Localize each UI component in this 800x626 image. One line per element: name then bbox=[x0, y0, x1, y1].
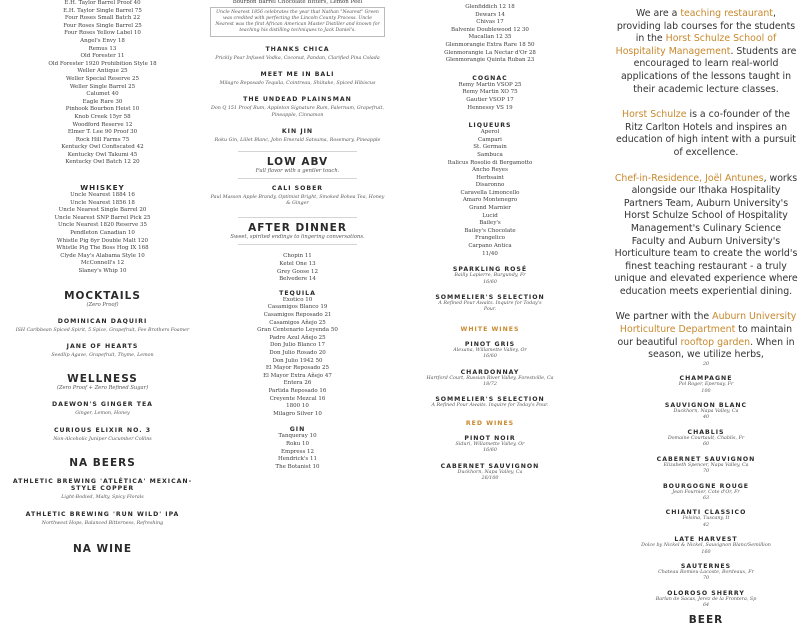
list-item: E.H. Taylor Barrel Proof 40 bbox=[64, 0, 141, 6]
wine-name: OLOROSO SHERRY bbox=[667, 589, 745, 597]
list-item: Kentucky Owl Takumi 45 bbox=[67, 151, 138, 158]
list-item: Uncle Nearest 1856 18 bbox=[70, 199, 135, 206]
whiskey-heading: WHISKEY bbox=[80, 183, 125, 193]
wellness-heading: WELLNESS bbox=[67, 373, 138, 386]
list-item: Uncle Nearest 1820 Reserve 35 bbox=[58, 222, 147, 229]
gin-heading: GIN bbox=[289, 426, 306, 434]
list-item: Macallan 12 35 bbox=[468, 34, 512, 41]
wine-price: 26/100 bbox=[481, 476, 499, 482]
list-item: Lucid bbox=[482, 212, 498, 219]
list-item: Eagle Rare 30 bbox=[82, 98, 123, 105]
sommelier-selection-name: SOMMELIER'S SELECTION bbox=[435, 294, 545, 302]
list-item: Italicus Rosolio di Bergamotto bbox=[447, 159, 533, 166]
horst-schulze-highlight: Horst Schulze bbox=[622, 109, 687, 121]
list-item: Remy Martin VSOP 25 bbox=[458, 81, 522, 88]
list-item: 1800 10 bbox=[286, 403, 309, 410]
cali-sober-desc: Paul Masson Apple Brandy, Optimist Bright, Smoked Bohea Tea, Honey & Ginger bbox=[210, 194, 385, 207]
list-item: Whistle Pig The Boss Hog IX 168 bbox=[56, 245, 149, 252]
list-item: El Mayor Extra Añejo 47 bbox=[263, 372, 332, 379]
wine-name: CHARDONNAY bbox=[460, 368, 520, 376]
wine-price: 70 bbox=[702, 576, 710, 582]
wine-desc: Alexana, Willamette Valley, Or bbox=[453, 347, 527, 353]
menu-column-4 bbox=[612, 0, 800, 626]
wine-price: 63 bbox=[702, 495, 710, 501]
list-item: Don Julio Rosado 20 bbox=[269, 349, 326, 356]
wine-desc: Felsina, Tuscany, It bbox=[682, 516, 730, 522]
drink-desc: Non-Alcoholic Juniper Cucumber Collins bbox=[53, 436, 152, 442]
wine-price: 16/60 bbox=[483, 448, 497, 454]
drink-desc: Roku Gin, Lillet Blanc, John Emerald Satsuma, Rosemary, Pineapple bbox=[214, 138, 381, 144]
list-item: Uncle Nearest SNP Barrel Pick 25 bbox=[54, 214, 151, 221]
white-wine-list bbox=[400, 341, 580, 410]
wine-desc: Barlan de Sacas, Jerez de la Frontera, Sp bbox=[655, 596, 757, 602]
wine-name: PINOT GRIS bbox=[464, 340, 516, 348]
wellness-list bbox=[0, 401, 205, 443]
list-item: Remy Martin XO 75 bbox=[462, 89, 518, 96]
liqueur-price: 11/40 bbox=[482, 250, 498, 257]
wine-price: 60 bbox=[702, 442, 710, 448]
list-item: Aperol bbox=[480, 129, 500, 136]
list-item: Carpano Antica bbox=[468, 243, 512, 250]
drink-desc: Milagro Reposado Tequila, Cointreau, Shiitake, Spiced Hibiscus bbox=[219, 81, 376, 86]
divider bbox=[238, 244, 357, 245]
whiskey-list bbox=[0, 192, 205, 276]
after-dinner-sub: Sweet, spirited endings to lingering conversations. bbox=[230, 234, 365, 241]
list-item: McConnell's 12 bbox=[80, 260, 125, 267]
list-item: Whistle Pig 6yr Double Malt 120 bbox=[56, 237, 149, 244]
list-item: Casamigos Blanco 19 bbox=[267, 304, 328, 311]
menu-column-3 bbox=[400, 0, 580, 600]
list-item: Kentucky Owl Batch 12 20 bbox=[65, 159, 140, 166]
list-item: Don Julio Blanco 17 bbox=[269, 342, 326, 349]
list-item: Pendleton Canadian 10 bbox=[70, 230, 135, 237]
drink-desc: Seedlip Agave, Grapefruit, Thyme, Lemon bbox=[51, 353, 154, 358]
list-item: Remus 13 bbox=[88, 45, 117, 52]
teaching-restaurant-highlight: teaching restaurant bbox=[680, 8, 773, 19]
list-item: Weller Single Barrel 25 bbox=[69, 83, 136, 90]
cali-sober-name: CALI SOBER bbox=[271, 184, 324, 192]
tequila-heading: TEQUILA bbox=[279, 289, 316, 297]
bourbon-list bbox=[0, 0, 205, 167]
about-paragraph-2: Horst Schulze is a co-founder of the Ritz Carlton Hotels and inspires an education of high intent with a pursuit of excellence. bbox=[616, 109, 796, 158]
list-item: Ketel One 13 bbox=[279, 261, 316, 268]
sparkling-rose-price: 16/60 bbox=[483, 279, 497, 285]
wine-price: 20 bbox=[702, 361, 710, 367]
list-item: Knob Creek 15yr 58 bbox=[74, 113, 131, 120]
wine-name: SAUVIGNON BLANC bbox=[664, 402, 748, 410]
drink-name: ATHLETIC BREWING 'RUN WILD' IPA bbox=[25, 510, 180, 518]
wine-desc: Siduri, Willamette Valley, Or bbox=[455, 441, 525, 447]
list-item: Bailey's Chocolate bbox=[464, 227, 516, 234]
red-wine-list bbox=[400, 435, 580, 483]
wine-desc: Duckhorn, Napa Valley, Ca bbox=[457, 469, 523, 475]
drink-name: THANKS CHICA bbox=[265, 45, 330, 53]
drink-name: DOMINICAN DAQUIRI bbox=[57, 317, 148, 325]
list-item: Disaronno bbox=[475, 182, 505, 189]
about-text bbox=[612, 0, 800, 362]
drink-name: DAEWON'S GINGER TEA bbox=[52, 401, 153, 409]
list-item: Amaro Montenegro bbox=[462, 197, 518, 204]
list-item: Belvedere 14 bbox=[279, 276, 316, 283]
red-wines-heading: RED WINES bbox=[465, 419, 515, 427]
list-item: Herbsaint bbox=[476, 174, 504, 181]
drink-desc: Northwest Hops, Balanced Bitterness, Refreshing bbox=[41, 520, 164, 526]
horticulture-highlight: Auburn University Horticulture Department bbox=[619, 311, 797, 336]
wine-price: 42 bbox=[702, 522, 710, 528]
drink-desc: Prickly Pear Infused Vodka, Coconut, Pandan, Clarified Pina Colada bbox=[215, 55, 380, 61]
na-beers-heading: NA BEERS bbox=[69, 457, 136, 470]
list-item: Ancho Reyes bbox=[472, 167, 508, 174]
wine-name: SAUTERNES bbox=[680, 562, 732, 570]
list-item: Old Forester 11 bbox=[80, 53, 125, 60]
wine-desc: Chateau Romieu-Lacoste, Bordeaux, Fr bbox=[658, 569, 754, 575]
about-paragraph-1: We are a teaching restaurant, providing lab courses for the students in the Horst Schulze School of Hospitality Management. Students are encouraged to learn real-world applications of the lessons taught in their academic lecture classes. bbox=[615, 8, 797, 95]
list-item: Kentucky Owl Confiscated 42 bbox=[61, 144, 144, 151]
mocktail-list bbox=[0, 318, 205, 360]
wine-desc: Dolce by Nickel & Nickel, Sauvignon Blanc/Semillion bbox=[641, 543, 771, 549]
uncle-nearest-story: Uncle Nearest 1856 celebrates the year that Nathan "Nearest" Green was credited with perfecting the Lincoln County Process. Uncle Nearest was the first African American Master Distiller and known for teaching his distilling techniques to Jack Daniel's. bbox=[210, 7, 385, 37]
list-item: The Botanist 10 bbox=[275, 463, 320, 470]
wellness-note: (Zero Proof + Zero Refined Sugar) bbox=[56, 385, 149, 392]
school-name-highlight: Horst Schulze School of Hospitality Management bbox=[615, 33, 777, 57]
list-item: Angel's Envy 18 bbox=[80, 37, 125, 44]
wine-desc: A Refined Pour Awaits. Inquire for Today's Pour. bbox=[431, 403, 549, 409]
wine-name: LATE HARVEST bbox=[674, 536, 738, 544]
wine-desc: Domaine Courtault, Chablis, Fr bbox=[667, 435, 745, 441]
drink-desc: Don Q 151 Proof Rum, Appleton Signature Rum, Falernum, Grapefruit, Pineapple, Cinnamon bbox=[211, 106, 384, 118]
list-item: Elmer T. Lee 90 Proof 30 bbox=[67, 129, 138, 136]
box-top-item: Bourbon Barrel Chocolate Bitters, Lemon Peel bbox=[232, 0, 363, 5]
wine-price: 40 bbox=[702, 415, 710, 421]
list-item: Entera 26 bbox=[283, 380, 312, 387]
list-item: Hendrick's 11 bbox=[278, 456, 317, 463]
wine-price: 100 bbox=[701, 388, 711, 394]
list-item: E.H. Taylor Single Barrel 75 bbox=[63, 7, 142, 14]
vodka-list bbox=[210, 253, 385, 283]
drink-name: CURIOUS ELIXIR NO. 3 bbox=[53, 426, 152, 434]
list-item: Frangelico bbox=[475, 235, 505, 242]
after-dinner-heading: AFTER DINNER bbox=[248, 222, 347, 235]
gin-list bbox=[210, 433, 385, 471]
wine-price: 64 bbox=[702, 603, 710, 609]
about-paragraph-3: Chef-in-Residence, Joël Antunes, works alongside our Ithaka Hospitality Partners Team, Auburn University's Horst Schulze School of Hospitality Management's Culinary Science Faculty and Auburn University's Horticulture team to create the world's finest teaching restaurant - a truly unique and elevated experience where education meets experiential dining. bbox=[614, 172, 798, 297]
list-item: Old Forester 1920 Prohibition Style 18 bbox=[48, 60, 157, 67]
list-item: Pinhook Bourbon Heist 10 bbox=[65, 106, 140, 113]
white-wines-heading: WHITE WINES bbox=[460, 325, 520, 333]
wine-price: 70 bbox=[702, 469, 710, 475]
list-item: Exotico 10 bbox=[282, 296, 313, 303]
wine-desc: Duckhorn, Napa Valley, Ca bbox=[673, 409, 739, 415]
list-item: Chivas 17 bbox=[476, 19, 504, 26]
list-item: Hennessy VS 19 bbox=[467, 104, 513, 111]
wine-price: 16/60 bbox=[483, 354, 497, 360]
list-item: Four Roses Single Barrel 25 bbox=[63, 22, 142, 29]
list-item: Weller Special Reserve 25 bbox=[66, 75, 139, 82]
list-item: Empress 12 bbox=[280, 448, 315, 455]
low-abv-sub: Full flavor with a gentler touch. bbox=[255, 167, 340, 174]
list-item: Grand Marnier bbox=[469, 205, 511, 212]
wine-list bbox=[612, 362, 800, 610]
rooftop-garden-highlight: rooftop garden bbox=[680, 336, 751, 348]
drink-name: THE UNDEAD PLAINSMAN bbox=[243, 96, 352, 104]
list-item: Balvenie Doublewood 12 30 bbox=[451, 26, 529, 33]
list-item: Glenmorangie La Nectar d'Or 28 bbox=[444, 49, 536, 56]
list-item: Roku 10 bbox=[285, 440, 310, 447]
na-beer-list bbox=[0, 478, 205, 527]
chef-highlight: Chef-in-Residence, Joël Antunes bbox=[614, 172, 764, 184]
drink-name: KIN JIN bbox=[281, 128, 314, 136]
mocktails-heading: MOCKTAILS bbox=[64, 289, 141, 302]
drink-desc: ISH Caribbean Spiced Spirit, 5 Spice, Grapefruit, Fee Brothers Foamer bbox=[15, 327, 190, 333]
list-item: Clyde May's Alabama Style 10 bbox=[60, 252, 145, 259]
wine-name: CHABLIS bbox=[687, 428, 725, 436]
list-item: Chopin 11 bbox=[283, 253, 312, 260]
beer-heading: BEER bbox=[688, 613, 724, 626]
list-item: Weller Antique 25 bbox=[77, 68, 128, 75]
list-item: Glenfiddich 12 18 bbox=[465, 4, 515, 10]
list-item: Uncle Nearest 1884 16 bbox=[70, 192, 135, 199]
menu-column-1 bbox=[0, 0, 205, 600]
drink-desc: Light-Bodied, Malty, Spicy Florals bbox=[61, 495, 144, 501]
list-item: Milagro Silver 10 bbox=[273, 410, 322, 417]
list-item: Bailey's bbox=[479, 220, 501, 227]
divider bbox=[238, 151, 357, 152]
wine-name: SOMMELIER'S SELECTION bbox=[435, 396, 545, 404]
list-item: Creyente Mezcal 16 bbox=[269, 395, 326, 402]
list-item: Four Roses Small Batch 22 bbox=[64, 15, 141, 22]
list-item: Gautier VSOP 17 bbox=[466, 96, 514, 103]
wine-desc: Elizabeth Spencer, Napa Valley, Ca bbox=[663, 462, 749, 468]
list-item: Sambuca bbox=[477, 151, 503, 158]
list-item: Caravella Limoncello bbox=[460, 189, 520, 196]
tequila-list bbox=[210, 297, 385, 419]
divider bbox=[238, 178, 357, 179]
wine-desc: Hartford Court, Russian River Valley, Forestville, Ca bbox=[426, 375, 554, 381]
sparkling-rose-name: SPARKLING ROSÉ bbox=[452, 266, 528, 274]
list-item: Campari bbox=[478, 136, 502, 143]
list-item: Calumet 40 bbox=[86, 91, 119, 98]
low-abv-heading: LOW ABV bbox=[266, 155, 329, 168]
wine-name: PINOT NOIR bbox=[464, 434, 516, 442]
list-item: Grey Goose 12 bbox=[277, 268, 318, 275]
wine-name: CHIANTI CLASSICO bbox=[665, 509, 747, 517]
list-item: El Mayor Reposado 25 bbox=[265, 365, 330, 372]
list-item: St. Germain bbox=[473, 144, 507, 151]
na-wine-heading: NA WINE bbox=[72, 543, 133, 556]
about-paragraph-4: We partner with the Auburn University Horticulture Department to maintain our beautiful rooftop garden. When in season, we utilize herbs, bbox=[615, 311, 797, 361]
mocktails-note: (Zero Proof) bbox=[86, 301, 119, 308]
list-item: Tanqueray 10 bbox=[278, 433, 317, 440]
list-item: Casamigos Reposado 21 bbox=[263, 312, 332, 318]
list-item: Glenmorangie Extra Rare 18 50 bbox=[445, 41, 535, 48]
cocktail-list bbox=[210, 46, 385, 145]
wine-name: CABERNET SAUVIGNON bbox=[440, 462, 540, 470]
drink-desc: Ginger, Lemon, Honey bbox=[75, 411, 130, 417]
list-item: Dewars 14 bbox=[475, 11, 505, 18]
divider bbox=[238, 217, 357, 218]
cognac-heading: COGNAC bbox=[472, 74, 508, 82]
list-item: Rock Hill Farms 75 bbox=[75, 136, 130, 143]
drink-name: ATHLETIC BREWING 'ATLÉTICA' MEXICAN-STYLE COPPER bbox=[12, 478, 193, 493]
wine-price: 18/72 bbox=[483, 382, 497, 388]
wine-name: CABERNET SAUVIGNON bbox=[656, 455, 756, 463]
list-item: Uncle Nearest Single Barrel 20 bbox=[58, 207, 147, 214]
list-item: Four Roses Yellow Label 10 bbox=[64, 30, 141, 37]
list-item: Don Julio 1942 50 bbox=[272, 357, 323, 364]
list-item: Partida Reposado 16 bbox=[268, 387, 327, 394]
list-item: Glenmorangie Quinta Ruban 23 bbox=[445, 57, 535, 64]
list-item: Gran Centenario Leyenda 50 bbox=[257, 327, 338, 334]
wine-desc: Jean Fournier, Cote d'Or, Fr bbox=[672, 489, 740, 495]
list-item: Slaney's Whip 10 bbox=[78, 268, 127, 274]
wine-price: 160 bbox=[701, 549, 711, 555]
scotch-list bbox=[400, 4, 580, 65]
list-item: Woodford Reserve 12 bbox=[72, 121, 133, 128]
drink-name: MEET ME IN BALI bbox=[260, 71, 335, 78]
wine-name: CHAMPAGNE bbox=[679, 375, 733, 383]
wine-name: BOURGOGNE ROUGE bbox=[662, 482, 750, 490]
wine-desc: Pol Roger, Epernay, Fr bbox=[678, 382, 734, 388]
menu-column-2 bbox=[210, 0, 385, 600]
sommelier-selection-desc: A Refined Pour Awaits. Inquire for Today's Pour. bbox=[438, 301, 542, 313]
sparkling-rose-desc: Bailly Lapierre, Burgundy, Fr bbox=[454, 273, 526, 279]
drink-name: JANE OF HEARTS bbox=[66, 343, 139, 350]
list-item: Padre Azul Añejo 25 bbox=[269, 334, 326, 341]
list-item: Casamigos Añejo 25 bbox=[269, 319, 326, 326]
liqueur-list bbox=[400, 129, 580, 251]
cognac-list bbox=[400, 82, 580, 112]
liqueurs-heading: LIQUEURS bbox=[468, 122, 512, 130]
